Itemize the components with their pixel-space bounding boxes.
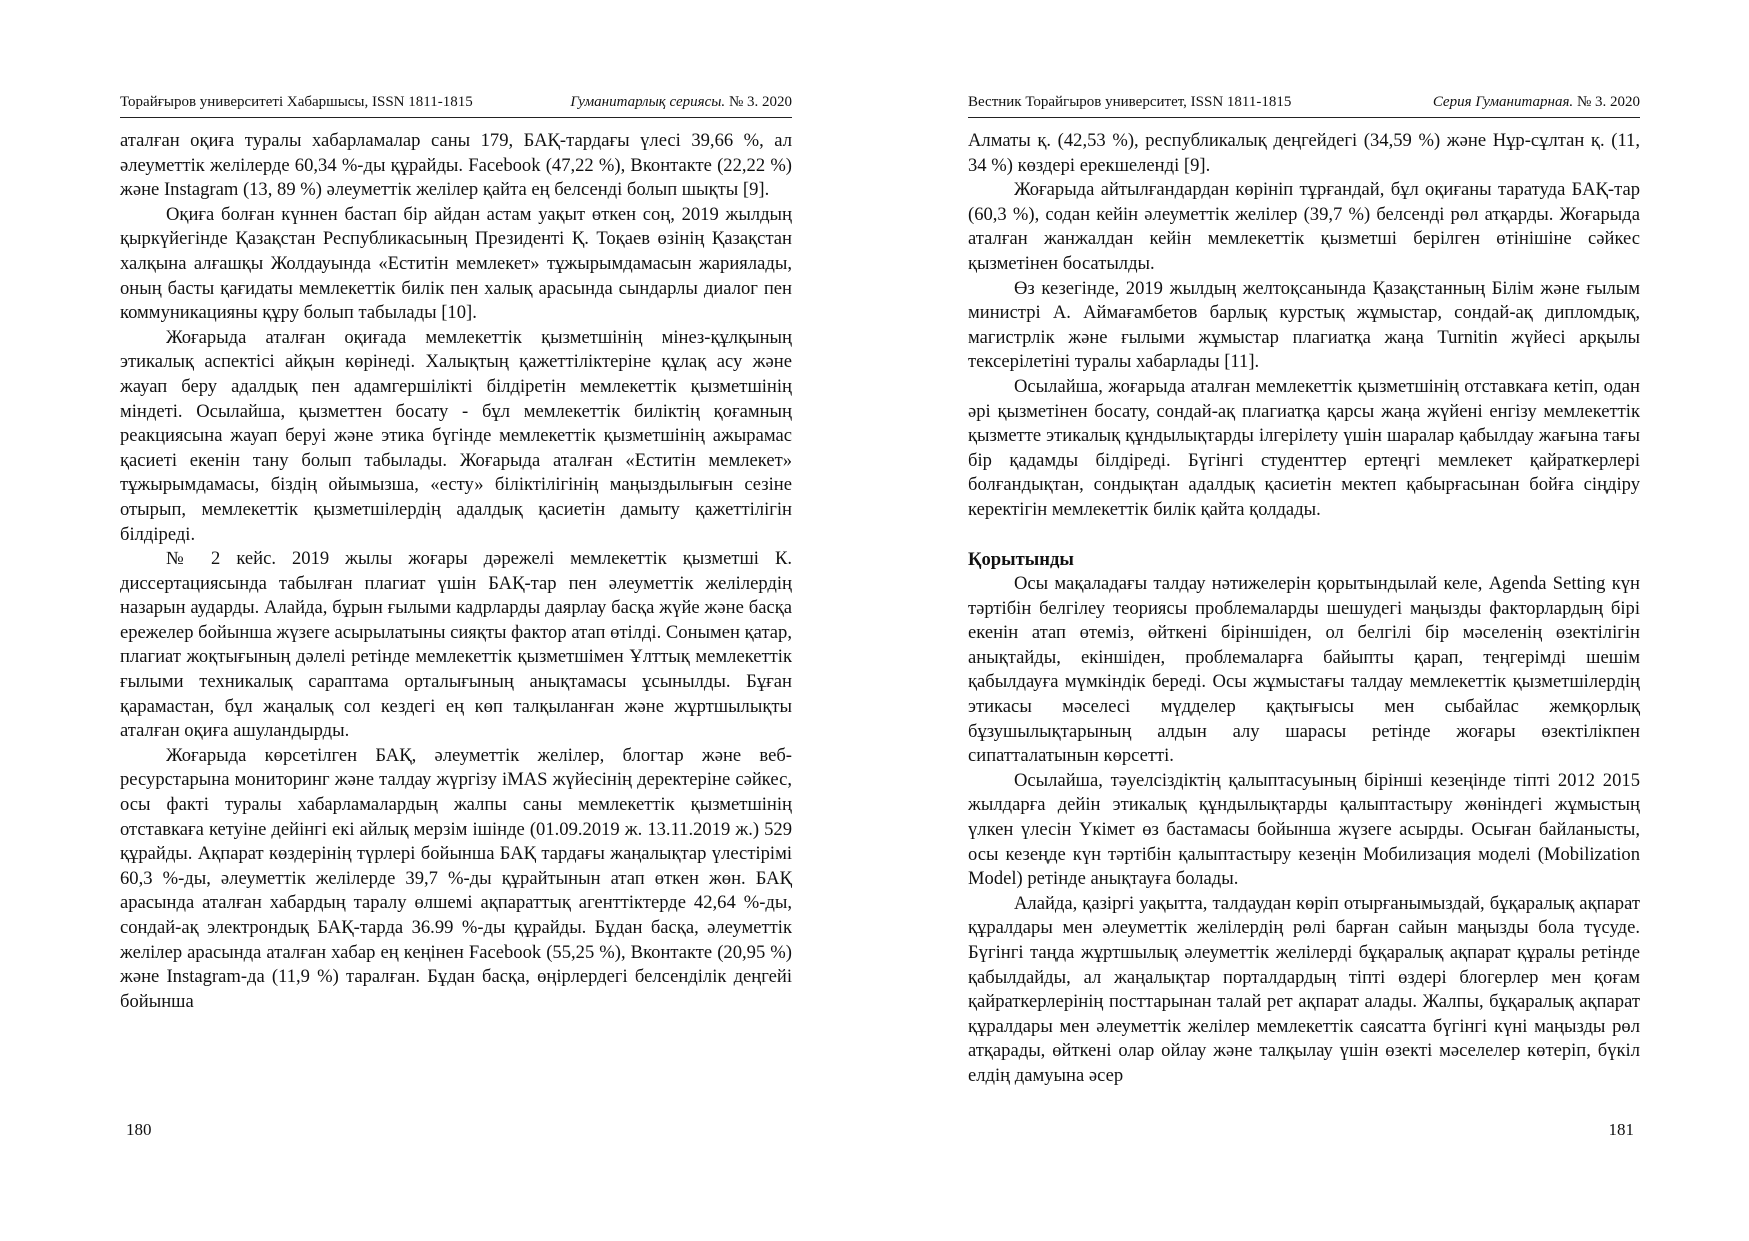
paragraph: Осылайша, жоғарыда аталған мемлекеттік қызметшінің отставкаға кетіп, одан әрі қызметінен босату, сондай-ақ плагиатқа қарсы жаңа жүйені енгізу мемлекеттік қызметте этикалық құндылықтарды ілгерілету үшін шаралар қабылдау жағына тағы бір қадамды білдіреді. Бүгінгі студенттер ертеңгі мемлекет қайраткерлері болғандықтан, сондықтан адалдық қасиетін мектеп қабырғасынан бойға сіңдіру керектігін мемлекеттік билік қайта қолдады.: [968, 375, 1640, 520]
body-text: [968, 129, 1640, 1089]
left-page: [120, 0, 792, 1241]
right-page: [968, 0, 1640, 1241]
series-name: Гуманитарлық сериясы.: [570, 94, 726, 110]
issue-number: № 3. 2020: [1576, 94, 1640, 110]
issue-number: № 3. 2020: [728, 94, 792, 110]
paragraph: Жоғарыда аталған оқиғада мемлекеттік қызметшінің мінез-құлқының этикалық аспектісі айқын көрінеді. Халықтың қажеттіліктеріне құлақ асу және жауап беру адалдық пен адамгершілікті білдіретін мемлекеттік қызметшінің міндеті. Осылайша, қызметтен босату - бұл мемлекеттік биліктің қоғамның реакциясына жауап беруі және этика бүгінде мемлекеттік қызметшінің ажырамас қасиеті екенін тану болып табылады. Жоғарыда аталған «Еститін мемлекет» тұжырымдамасы, біздің ойымызша, «есту» біліктілігінің маңыздылығын сезіне отырып, мемлекеттік қызметшілердің адалдық қасиетін дамыту қажеттілігін білдіреді.: [120, 326, 792, 545]
paragraph: Жоғарыда көрсетілген БАҚ, әлеуметтік желілер, блогтар және веб-ресурстарына мониторинг және талдау жүргізу iMAS жүйесінің деректеріне сәйкес, осы факті туралы хабарламалардың жалпы саны мемлекеттік қызметшінің отставкаға кетуіне дейінгі екі айлық мерзім ішінде (01.09.2019 ж. 13.11.2019 ж.) 529 құрайды. Ақпарат көздерінің түрлері бойынша БАҚ тардағы жаңалықтар үлестірімі 60,3 %-ды, әлеуметтік желілерде 39,7 %-ды құрайтынын атап өткен жөн. БАҚ арасында аталған хабардың таралу өлшемі ақпараттық агенттіктерде 42,64 %-ды, сондай-ақ электрондық БАҚ-тарда 36.99 %-ды құрайды. Бұдан басқа, әлеуметтік желілер арасында аталған хабар ең кеңінен Facebook (55,25 %), Вконтакте (20,95 %) және Instagram-да (11,9 %) таралған. Бұдан басқа, өңірлердегі белсенділік деңгейі бойынша: [120, 744, 792, 1012]
paragraph: Алайда, қазіргі уақытта, талдаудан көріп отырғанымыздай, бұқаралық ақпарат құралдары мен әлеуметтік желілердің рөлі барған сайын маңызды бола түсуде. Бүгінгі таңда жұртшылық әлеуметтік желілерді бұқаралық ақпарат құралы ретінде қабылдайды, ал жаңалықтар порталдардың тіпті өздері блогерлер мен қоғам қайраткерлерінің посттарынан талай рет ақпарат алады. Жалпы, бұқаралық ақпарат құралдары мен әлеуметтік желілер мемлекеттік саясатта бүгінгі күні маңызды рөл атқарады, өйткені олар ойлау және талқылау үшін өзекті мәселелер көтеріп, бүкіл елдің дамуына әсер: [968, 892, 1640, 1086]
series-issue: [570, 93, 792, 111]
series-name: Серия Гуманитарная.: [1432, 94, 1574, 110]
page-number: 180: [126, 1120, 152, 1139]
section-heading: Қорытынды: [968, 548, 1074, 570]
paragraph: № 2 кейс. 2019 жылы жоғары дәрежелі мемлекеттік қызметші К. диссертациясында табылған плагиат үшін БАҚ-тар пен әлеуметтік желілердің назарын аударды. Алайда, бұрын ғылыми кадрларды даярлау басқа жүйе және басқа ережелер бойынша жүзеге асырылатыны сияқты фактор атап өтілді. Сонымен қатар, плагиат жоқтығының дәлелі ретінде мемлекеттік қызметшімен Ұлттық мемлекеттік ғылыми техникалық сараптама орталығының анықтамасы ұсынылды. Бұған қарамастан, бұл жаңалық сол кездегі ең көп талқыланған және жұртшылықты аталған оқиға ашуландырды.: [120, 548, 792, 742]
running-header: [120, 93, 792, 118]
journal-title: Вестник Торайгыров университет, ISSN 1811-1815: [968, 94, 1292, 110]
paragraph: аталған оқиға туралы хабарламалар саны 179, БАҚ-тардағы үлесі 39,66 %, ал әлеуметтік желілерде 60,34 %-ды құрайды. Facebook (47,22 %), Вконтакте (22,22 %) және Instagram (13, 89 %) әлеуметтік желілер қайта ең белсенді болып шықты [9].: [120, 130, 792, 201]
paragraph: Оқиға болған күннен бастап бір айдан астам уақыт өткен соң, 2019 жылдың қыркүйегінде Қазақстан Республикасының Президенті Қ. Тоқаев өзінің Қазақстан халқына алғашқы Жолдауында «Еститін мемлекет» тұжырымдамасын жариялады, оның басты қағидаты мемлекеттік билік пен халық арасында сындарлы диалог пен коммуникацияны құру болып табылады [10].: [120, 203, 792, 324]
paragraph: Өз кезегінде, 2019 жылдың желтоқсанында Қазақстанның Білім және ғылым министрі А. Аймағамбетов барлық курстық жұмыстар, сондай-ақ дипломдық, магистрлік және ғылыми жұмыстар плагиатқа жаңа Turnitin жүйесі арқылы тексерілетіні туралы хабарлады [11].: [968, 277, 1640, 373]
paragraph: Осы мақаладағы талдау нәтижелерін қорытындылай келе, Agenda Setting күн тәртібін белгілеу теориясы проблемаларды шешудегі маңызды факторлардың бірі екенін атап өтеміз, өйткені біріншіден, ол белгілі бір мәселенің өзектілігін анықтайды, екіншіден, проблемаларға байыпты қарап, теңгерімді шешім қабылдауға мүмкіндік береді. Осы жұмыстағы талдау мемлекеттік қызметшілердің этикасы мәселесі мүдделер қақтығысы мен сыбайлас жемқорлық бұзушылықтарының алдын алу шарасы ретінде жоғары өзектілікпен сипатталатынын көрсетті.: [968, 573, 1640, 767]
section-spacer: [968, 523, 1640, 548]
page-number: 181: [1608, 1120, 1634, 1139]
body-text: [120, 129, 792, 1014]
paragraph: Жоғарыда айтылғандардан көрініп тұрғандай, бұл оқиғаны таратуда БАҚ-тар (60,3 %), содан кейін әлеуметтік желілер (39,7 %) белсенді рөл атқарды. Жоғарыда аталған жанжалдан кейін мемлекеттік қызметші берілген өтінішіне сәйкес қызметінен босатылды.: [968, 179, 1640, 274]
paragraph: Алматы қ. (42,53 %), республикалық деңгейдегі (34,59 %) және Нұр-сұлтан қ. (11, 34 %) көздері ерекшеленді [9].: [968, 130, 1640, 176]
running-header: [968, 93, 1640, 118]
series-issue: [1433, 93, 1640, 111]
paragraph: Осылайша, тәуелсіздіктің қалыптасуының бірінші кезеңінде тіпті 2012 2015 жылдарға дейін этикалық құндылықтарды қалыптастыру жөніндегі жұмыстың үлкен үлесін Үкімет өз бастамасы бойынша жүзеге асырды. Осыған байланысты, осы кезеңде күн тәртібін қалыптастыру кезеңін Мобилизация моделі (Mobilization Model) ретінде анықтауға болады.: [968, 769, 1640, 890]
journal-title: Торайғыров университеті Хабаршысы, ISSN 1811-1815: [120, 94, 473, 110]
